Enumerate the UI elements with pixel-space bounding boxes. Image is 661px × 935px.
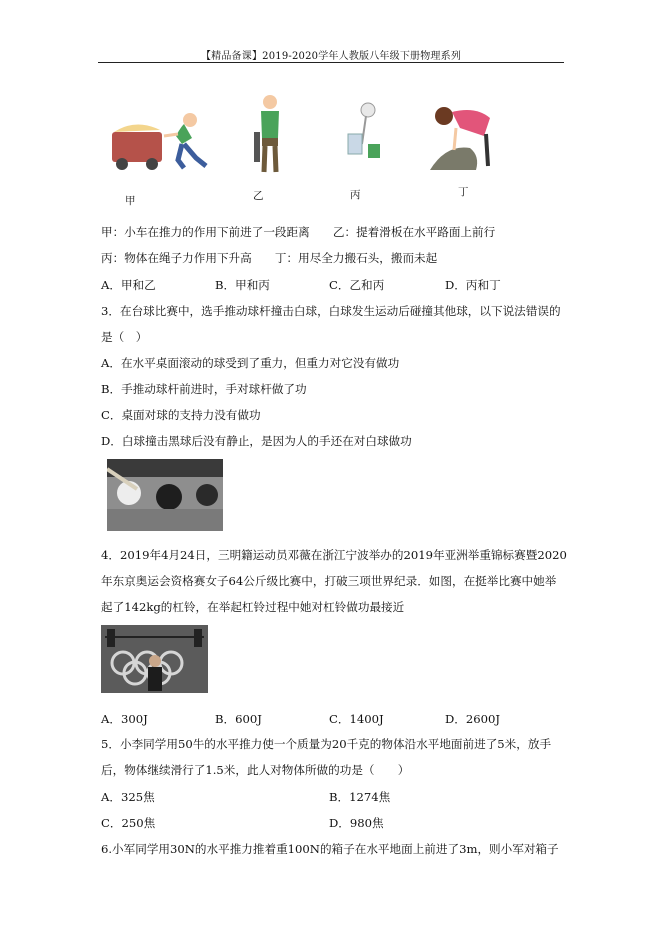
q3-stem-line2: 是（ ）	[101, 330, 148, 344]
q4-option-a: A．300J	[101, 712, 148, 726]
q5-stem-line2: 后，物体继续滑行了1.5米，此人对物体所做的功是（ ）	[101, 763, 410, 777]
figure-jia-cart-push	[106, 100, 218, 176]
q3-option-a: A．在水平桌面滚动的球受到了重力，但重力对它没有做功	[101, 356, 400, 370]
page-header: 【精品备课】2019-2020学年人教版八年级下册物理系列	[200, 51, 462, 62]
q4-stem-line3: 起了142kg的杠铃，在举起杠铃过程中她对杠铃做功最接近	[101, 600, 405, 614]
q2-option-a: A．甲和乙	[101, 278, 156, 292]
q4-option-d: D．2600J	[445, 712, 501, 726]
figure-label-ding: 丁	[458, 186, 469, 198]
q3-option-d: D．白球撞击黑球后没有静止，是因为人的手还在对白球做功	[101, 434, 412, 448]
q2-option-c: C．乙和丙	[329, 278, 385, 292]
header-divider	[98, 62, 564, 63]
figure-label-bing: 丙	[350, 189, 361, 201]
figure-ding-lift-stone	[426, 100, 502, 172]
q5-stem-line1: 5．小李同学用50牛的水平推力使一个质量为20千克的物体沿水平地面前进了5米，放手	[101, 737, 552, 751]
figure-bing-pulley-lift	[342, 100, 382, 166]
q4-stem-line2: 年东京奥运会资格赛女子64公斤级比赛中，打破三项世界纪录．如图，在挺举比赛中她举	[101, 574, 557, 588]
q4-option-c: C．1400J	[329, 712, 384, 726]
figure-label-yi: 乙	[253, 190, 264, 202]
q5-option-d: D．980焦	[329, 816, 384, 830]
q5-option-b: B．1274焦	[329, 790, 391, 804]
figure-yi-carry-board	[252, 92, 286, 178]
q5-option-c: C．250焦	[101, 816, 156, 830]
q4-stem-line1: 4．2019年4月24日，三明籍运动员邓薇在浙江宁波举办的2019年亚洲举重锦标赛暨2020	[101, 548, 567, 562]
q6-stem-line1: 6.小军同学用30N的水平推力推着重100N的箱子在水平地面上前进了3m，则小军对箱子	[101, 842, 559, 856]
q2-option-b: B．甲和丙	[215, 278, 270, 292]
q2-description-line2: 丙：物体在绳子力作用下升高 丁：用尽全力搬石头，搬而未起	[101, 251, 438, 265]
weightlifting-photo	[101, 625, 208, 693]
q3-stem-line1: 3．在台球比赛中，选手推动球杆撞击白球，白球发生运动后碰撞其他球，以下说法错误的	[101, 304, 561, 318]
q5-option-a: A．325焦	[101, 790, 155, 804]
q2-description-line1: 甲：小车在推力的作用下前进了一段距离 乙：提着滑板在水平路面上前行	[101, 225, 496, 239]
billiards-photo	[107, 459, 223, 531]
q3-option-c: C．桌面对球的支持力没有做功	[101, 408, 261, 422]
q4-option-b: B．600J	[215, 712, 262, 726]
q3-option-b: B．手推动球杆前进时，手对球杆做了功	[101, 382, 307, 396]
q2-option-d: D．丙和丁	[445, 278, 501, 292]
figure-label-jia: 甲	[125, 195, 136, 207]
